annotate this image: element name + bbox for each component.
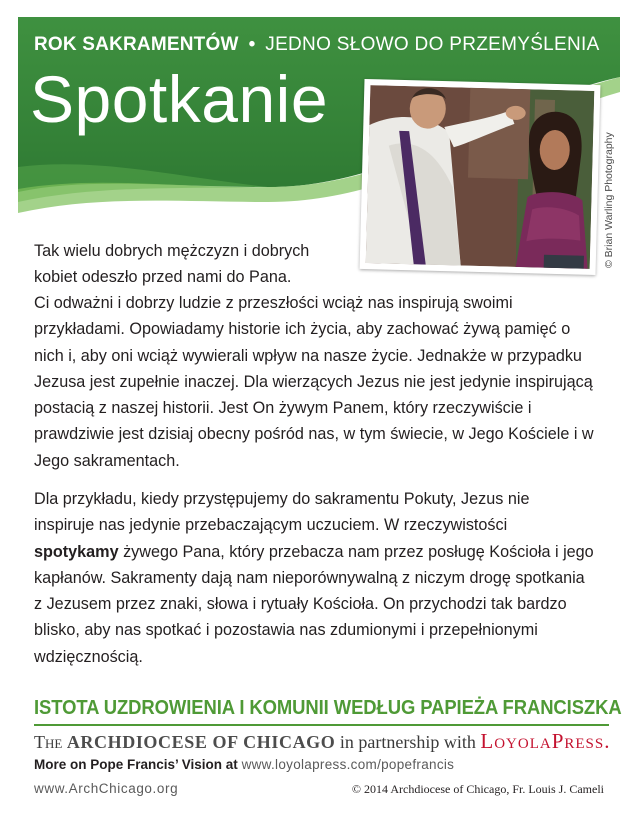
paragraph-2-end: żywego Pana, który przebacza nam przez posługę Kościoła i jego kapłanów. Sakramenty dają nam nieporównywalną z niczym drogę spotkania z Jezusem przez znaki, słowa i rytuały Kościoła. On przychodzi tak bardzo blisko, aby nas spotkać i pozostawia nas zdumionymi i przepełnionymi wdzięcznością.	[34, 542, 594, 666]
paragraph-1-intro: Tak wielu dobrych mężczyzn i dobrych kobiet odeszło przed nami do Pana.	[34, 242, 310, 287]
the-label: The	[34, 732, 63, 752]
more-info-line	[34, 757, 454, 772]
emphasis-word: spotykamy	[34, 542, 119, 561]
archchicago-link[interactable]: www.ArchChicago.org	[34, 781, 179, 796]
archdiocese-logo-text: ARCHDIOCESE OF CHICAGO	[66, 732, 336, 752]
divider	[34, 724, 609, 726]
page-title: Spotkanie	[30, 62, 329, 136]
more-url-link[interactable]: www.loyolapress.com/popefrancis	[241, 757, 455, 772]
partner-line	[34, 729, 610, 754]
copyright-notice: © 2014 Archdiocese of Chicago, Fr. Louis J. Cameli	[351, 782, 604, 796]
separator-dot: •	[248, 34, 256, 55]
series-label: ROK SAKRAMENTÓW	[34, 34, 239, 55]
more-label: More on Pope Francis’ Vision at	[34, 757, 238, 772]
paragraph-2	[34, 486, 594, 670]
paragraph-1: Ci odważni i dobrzy ludzie z przeszłości wciąż nas inspirują swoimi przykładami. Opowiadamy historie ich życia, aby zachować żywą pamięć o nich i, aby oni wciąż wywierali wpływ na nasze życie. Jednakże w przypadku Jezusa jest zupełnie inaczej. Dla wierzących Jezus nie jest jedynie inspirującą postacią z naszej historii. Jest On żywym Panem, który rzeczywiście i prawdziwie jest dzisiaj obecny pośród nas, w tym świecie, w Jego Kościele i w Jego sakramentach.	[34, 294, 594, 470]
photo-credit: © Brian Warling Photography	[603, 132, 615, 268]
sacrament-photo	[360, 79, 601, 275]
subtitle-label: JEDNO SŁOWO DO PRZEMYŚLENIA	[265, 34, 600, 55]
header-line	[34, 34, 600, 56]
loyola-press-logo: LoyolaPress.	[480, 729, 611, 753]
paragraph-2-start: Dla przykładu, kiedy przystępujemy do sakramentu Pokuty, Jezus nie inspiruje nas jedynie przebaczającym uczuciem. W rzeczywistości	[34, 490, 530, 535]
series-section-title: ISTOTA UZDROWIENIA I KOMUNII WEDŁUG PAPIEŻA FRANCISZKA	[34, 696, 622, 719]
partnership-label: in partnership with	[339, 732, 476, 752]
photo-illustration	[366, 85, 595, 269]
